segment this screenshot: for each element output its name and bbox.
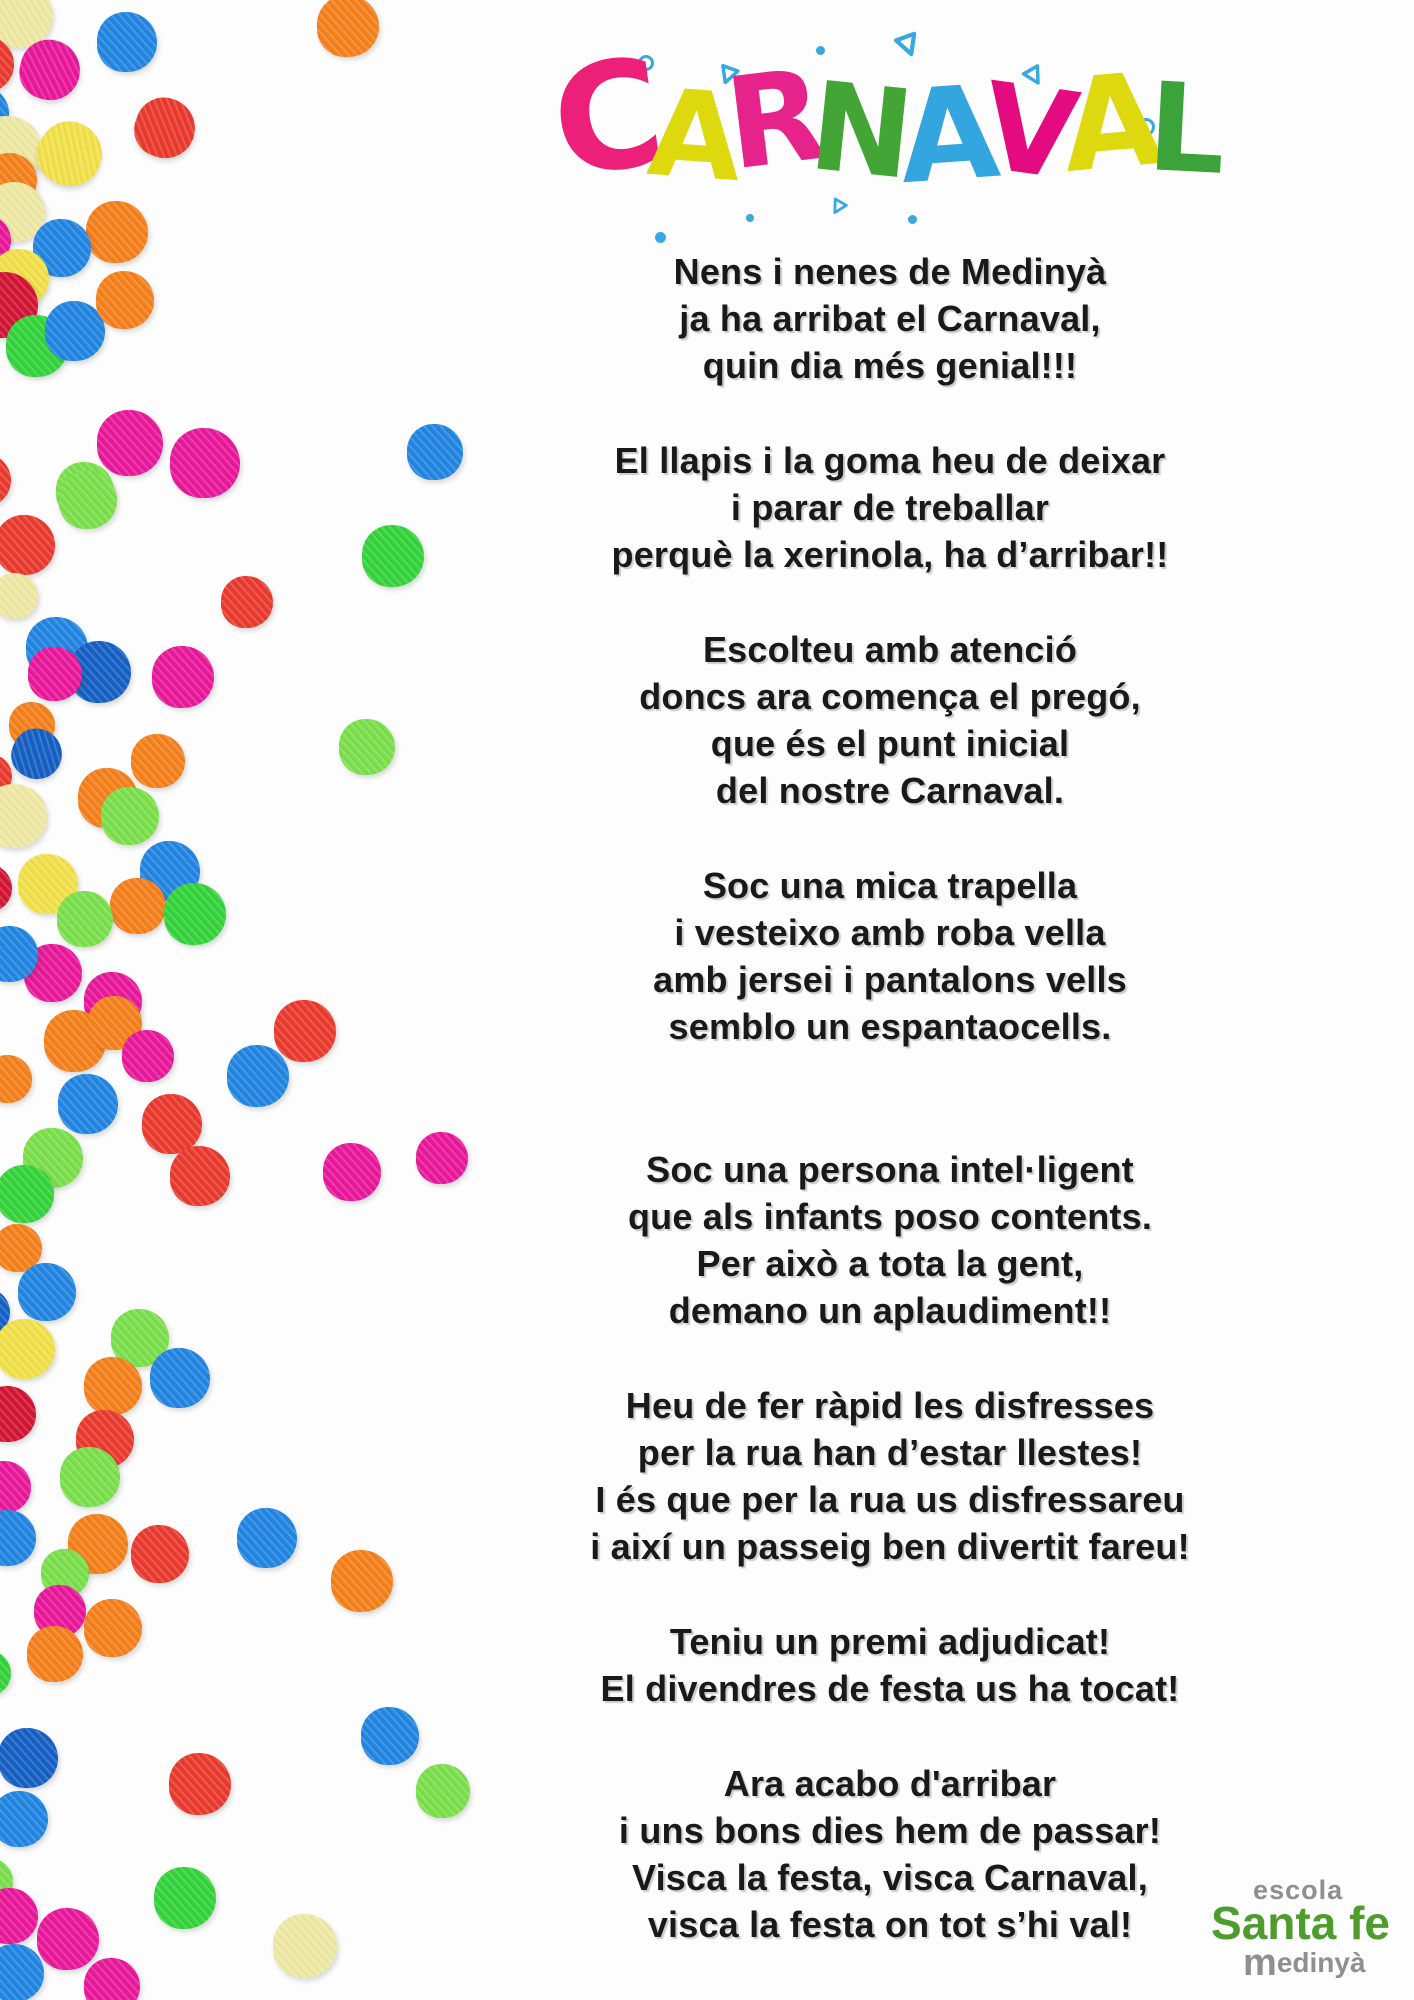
confetti-dot — [0, 573, 38, 619]
poem-line: que als infants poso contents. — [627, 1196, 1153, 1237]
confetti-dot — [361, 1707, 419, 1765]
confetti-dot — [273, 1914, 337, 1978]
confetti-dot — [317, 0, 379, 57]
confetti-dot — [0, 1944, 44, 2000]
confetti-dot — [227, 1045, 289, 1107]
confetti-dot — [237, 1508, 297, 1568]
poem-line: del nostre Carnaval. — [715, 770, 1065, 811]
poem-line: El llapis i la goma heu de deixar — [614, 440, 1166, 481]
confetti-dot — [60, 1447, 120, 1507]
confetti-dot — [58, 1074, 118, 1134]
confetti-dot — [0, 784, 47, 848]
confetti-dot — [170, 1146, 230, 1206]
poem-stanza — [460, 437, 1320, 578]
poem-line: Per això a tota la gent, — [696, 1243, 1084, 1284]
title-letter: A — [894, 57, 1004, 214]
title-letter: A — [1056, 44, 1169, 203]
poem-stanza — [460, 1618, 1320, 1712]
confetti-dot — [164, 883, 226, 945]
confetti-dot — [86, 201, 148, 263]
poem-line: i parar de treballar — [730, 487, 1050, 528]
poem-line: I és que per la rua us disfressareu — [595, 1479, 1185, 1520]
confetti-dot — [131, 1525, 189, 1583]
poem-line: El divendres de festa us ha tocat! — [600, 1668, 1180, 1709]
poem-line: amb jersei i pantalons vells — [653, 959, 1127, 1000]
poem-stanza — [460, 862, 1320, 1050]
confetti-dot — [0, 515, 55, 575]
confetti-dot — [57, 891, 113, 947]
poem-line: ja ha arribat el Carnaval, — [679, 298, 1101, 339]
poem-line: semblo un espantaocells. — [668, 1006, 1112, 1047]
poem-line: i així un passeig ben divertit fareu! — [590, 1526, 1190, 1567]
poem-line: Escolteu amb atenció — [702, 629, 1078, 670]
confetti-dot — [154, 1867, 216, 1929]
confetti-dot — [84, 1357, 142, 1415]
logo-medinya-initial: m — [1243, 1942, 1277, 1984]
circle-confetti-icon — [908, 215, 917, 224]
confetti-dot — [110, 878, 166, 934]
logo-santafe-text: Santa fe — [1211, 1897, 1390, 1949]
confetti-dot — [131, 734, 185, 788]
confetti-dot — [0, 1165, 54, 1223]
confetti-dot — [0, 1461, 31, 1513]
poem-line: que és el punt inicial — [710, 723, 1070, 764]
confetti-dot — [101, 787, 159, 845]
confetti-dot — [362, 525, 424, 587]
poem-line: i vesteixo amb roba vella — [674, 912, 1106, 953]
confetti-dot — [0, 1791, 48, 1847]
confetti-dot — [331, 1550, 393, 1612]
title-letter: V — [974, 57, 1086, 208]
confetti-dot — [170, 428, 240, 498]
confetti-dot — [142, 1094, 202, 1154]
poem-line: Visca la festa, visca Carnaval, — [632, 1857, 1148, 1898]
confetti-dot — [97, 410, 163, 476]
poem-stanza — [460, 626, 1320, 814]
poem-line: Soc una persona intel·ligent — [646, 1149, 1134, 1190]
confetti-dot — [323, 1143, 381, 1201]
confetti-dot — [0, 864, 12, 912]
confetti-dot — [0, 1386, 36, 1442]
title-letter: R — [718, 40, 833, 199]
poem-line: Soc una mica trapella — [702, 865, 1078, 906]
circle-confetti-icon — [746, 214, 754, 222]
logo-escola-text: escola — [1253, 1875, 1344, 1905]
confetti-dot — [0, 1888, 38, 1944]
confetti-dot — [84, 1599, 142, 1657]
confetti-dot — [28, 647, 82, 701]
poem-stanza — [460, 1146, 1320, 1334]
poem-line: perquè la xerinola, ha d’arribar!! — [611, 534, 1169, 575]
confetti-dot — [339, 719, 395, 775]
poem-line: Heu de fer ràpid les disfresses — [625, 1385, 1155, 1426]
title-letter: C — [542, 25, 675, 211]
confetti-dot — [26, 110, 113, 197]
confetti-dot — [59, 471, 117, 529]
school-logo — [1211, 1877, 1390, 1982]
confetti-dot — [150, 1348, 210, 1408]
confetti-dot — [97, 12, 157, 72]
title-letter: L — [1144, 56, 1230, 202]
poem-line: quin dia més genial!!! — [702, 345, 1078, 386]
confetti-dot — [407, 424, 463, 480]
confetti-dot — [37, 1908, 99, 1970]
confetti-dot — [18, 1263, 76, 1321]
confetti-dot — [96, 271, 154, 329]
confetti-dot — [127, 90, 204, 167]
confetti-dot — [0, 1510, 36, 1566]
confetti-dot — [0, 1055, 32, 1103]
poem-text — [460, 248, 1320, 1996]
confetti-dot — [0, 1650, 11, 1696]
poem-line: Ara acabo d'arribar — [723, 1763, 1057, 1804]
confetti-dot — [0, 1319, 55, 1379]
poem-line: Nens i nenes de Medinyà — [673, 251, 1107, 292]
logo-medinya-text — [1243, 1944, 1390, 1982]
poem-line: doncs ara comença el pregó, — [639, 676, 1141, 717]
poem-line: per la rua han d’estar llestes! — [637, 1432, 1143, 1473]
confetti-dot — [274, 1000, 336, 1062]
confetti-dot — [0, 1728, 58, 1788]
confetti-dot — [221, 576, 273, 628]
poem-stanza — [460, 1760, 1320, 1948]
poem-line: Teniu un premi adjudicat! — [669, 1621, 1111, 1662]
circle-confetti-icon — [655, 232, 666, 243]
poem-stanza — [460, 248, 1320, 389]
confetti-dot — [122, 1030, 174, 1082]
confetti-dot — [169, 1753, 231, 1815]
logo-medinya-rest: edinyà — [1276, 1947, 1366, 1978]
title-letter: N — [803, 55, 920, 207]
confetti-dot — [27, 1626, 83, 1682]
page-title — [460, 25, 1320, 214]
poem-stanza — [460, 1382, 1320, 1570]
confetti-dot — [152, 646, 214, 708]
poem-line: visca la festa on tot s’hi val! — [647, 1904, 1133, 1945]
poem-line: demano un aplaudiment!! — [668, 1290, 1112, 1331]
poem-line: i uns bons dies hem de passar! — [618, 1810, 1162, 1851]
title-letter: A — [643, 63, 747, 210]
confetti-dot — [0, 453, 11, 507]
confetti-dot — [84, 1958, 140, 2000]
